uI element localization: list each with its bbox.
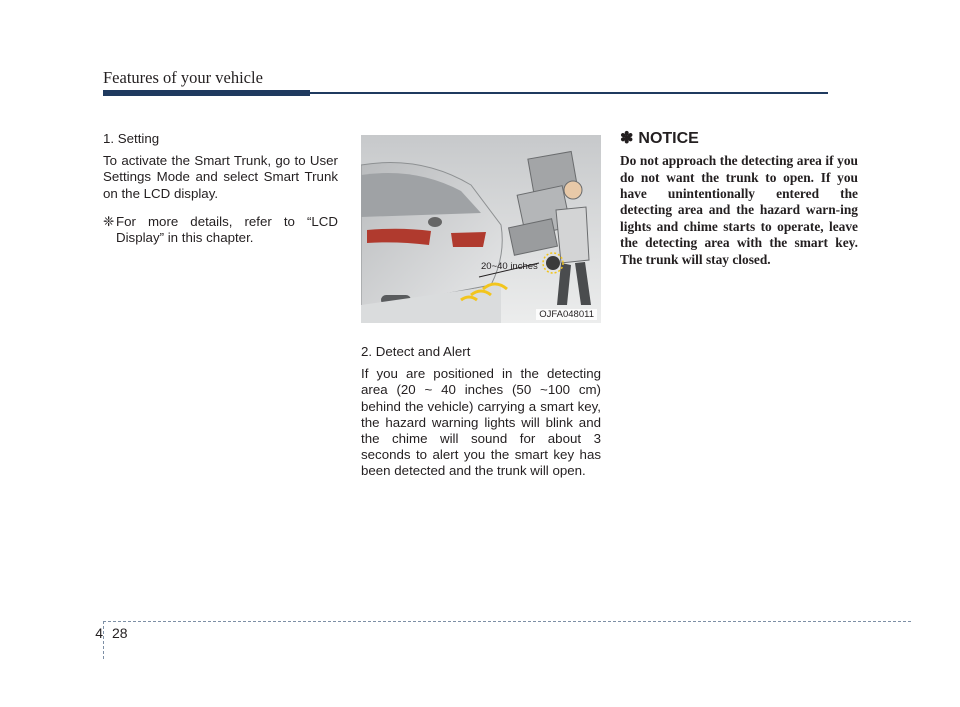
- header-rule-thin: [310, 92, 828, 94]
- figure-code: OJFA048011: [536, 309, 597, 320]
- running-header: Features of your vehicle: [103, 68, 263, 87]
- column-setting: [103, 131, 338, 246]
- car-rear-illustration: [361, 135, 601, 323]
- distance-label: 20~40 inches: [481, 261, 538, 272]
- section-number: 4: [95, 625, 103, 641]
- footer-rule: [103, 621, 911, 622]
- detect-heading: 2. Detect and Alert: [361, 344, 471, 359]
- notice-title: NOTICE: [638, 130, 699, 147]
- page-number: [89, 625, 128, 641]
- note-text: For more details, refer to “LCD Display” in this chapter.: [116, 213, 338, 246]
- header-rule-thick: [103, 90, 310, 96]
- reference-note: [103, 214, 338, 246]
- detect-paragraph: If you are positioned in the detecting area (20 ~ 40 inches (50 ~100 cm) behind the vehicle) carrying a smart key, the hazard warning lights will blink and the chime will sound for about 3 seconds to alert you the smart key has been detected and the trunk will open.: [361, 366, 601, 479]
- smart-trunk-illustration: [361, 135, 601, 323]
- setting-paragraph: To activate the Smart Trunk, go to User Settings Mode and select Smart Trunk on the LCD display.: [103, 153, 338, 201]
- setting-heading: 1. Setting: [103, 131, 160, 146]
- page-number-value: 28: [112, 625, 128, 641]
- notice-heading: [620, 131, 858, 147]
- column-detect-alert: [361, 344, 601, 486]
- notice-star-icon: ✽: [620, 130, 634, 147]
- notice-body: Do not approach the detecting area if you do not want the trunk to open. If you have unintentionally entered the detecting area and the hazard warn-ing lights and chime starts to operate, leave the detecting area with the smart key. The trunk will stay closed.: [620, 153, 858, 267]
- note-mark-icon: ❈: [103, 213, 115, 229]
- notice-box: [620, 131, 858, 268]
